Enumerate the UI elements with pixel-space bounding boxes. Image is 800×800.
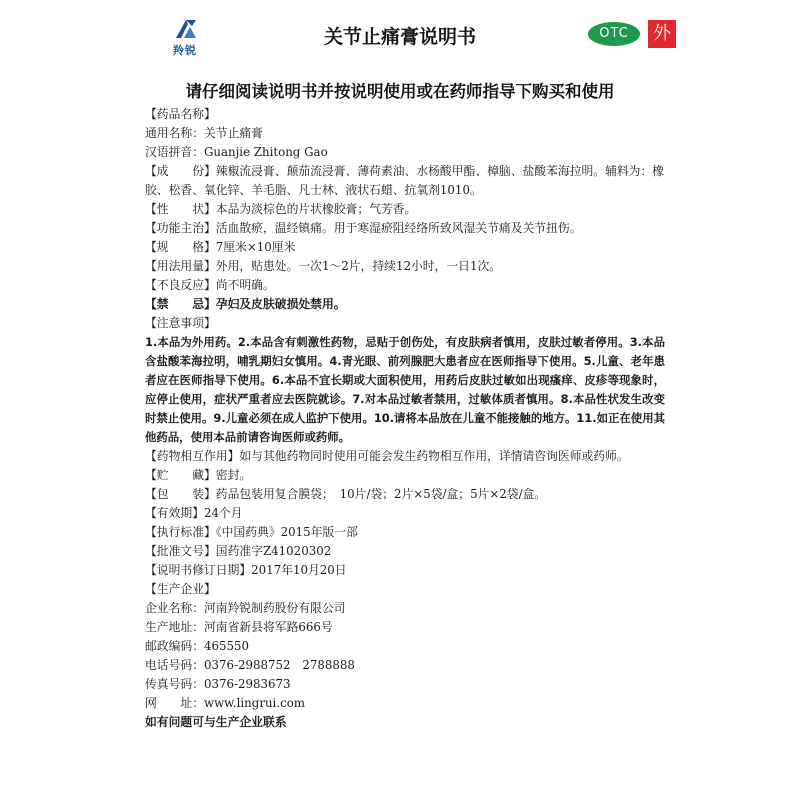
approval-number: 【批准文号】国药准字Z41020302 — [145, 544, 332, 558]
read-instructions-warning: 请仔细阅读说明书并按说明使用或在药师指导下购买和使用 — [185, 82, 615, 101]
otc-badge: OTC — [588, 22, 640, 46]
revision-date: 【说明书修订日期】2017年10月20日 — [145, 563, 347, 577]
pinyin-name: 汉语拼音：Guanjie Zhitong Gao — [145, 145, 328, 159]
precautions-header: 【注意事项】 — [145, 316, 216, 330]
common-name: 通用名称：关节止痛膏 — [145, 126, 263, 140]
contraindications: 【禁 忌】孕妇及皮肤破损处禁用。 — [145, 297, 346, 311]
description: 【性 状】本品为淡棕色的片状橡胶膏；气芳香。 — [145, 202, 417, 216]
instruction-body — [145, 105, 665, 732]
specification: 【规 格】7厘米×10厘米 — [145, 240, 296, 254]
company-name: 企业名称：河南羚锐制药股份有限公司 — [145, 601, 346, 615]
phone-number: 电话号码：0376-2988752 2788888 — [145, 658, 355, 672]
validity: 【有效期】24个月 — [145, 506, 243, 520]
logo-mark-icon — [174, 18, 198, 40]
contact-note: 如有问题可与生产企业联系 — [145, 715, 287, 729]
production-address: 生产地址：河南省新县将军路666号 — [145, 620, 333, 634]
postcode: 邮政编码：465550 — [145, 639, 250, 653]
document-title: 关节止痛膏说明书 — [323, 26, 476, 48]
company-logo — [160, 18, 210, 58]
storage: 【贮 藏】密封。 — [145, 468, 252, 482]
ingredients: 【成 份】辣椒流浸膏、颠茄流浸膏、薄荷素油、水杨酸甲酯、樟脑、盐酸苯海拉明。辅料为：橡胶、松香、氧化锌、羊毛脂、凡士林、液状石蜡、抗氧剂1010。 — [145, 164, 665, 197]
adverse-reactions: 【不良反应】尚不明确。 — [145, 278, 275, 292]
manufacturer-header: 【生产企业】 — [145, 582, 216, 596]
standard: 【执行标准】《中国药典》2015年版一部 — [145, 525, 358, 539]
external-use-badge: 外 — [648, 20, 676, 48]
package: 【包 装】药品包装用复合膜袋； 10片/袋；2片×5袋/盒；5片×2袋/盒。 — [145, 487, 547, 501]
dosage: 【用法用量】外用，贴患处。一次1～2片，持续12小时，一日1次。 — [145, 259, 502, 273]
logo-text: 羚锐 — [173, 44, 197, 57]
document-header — [0, 0, 800, 72]
website: 网 址：www.lingrui.com — [145, 696, 305, 710]
drug-name-header: 【药品名称】 — [145, 107, 216, 121]
indications: 【功能主治】活血散瘀，温经镇痛。用于寒湿瘀阻经络所致风湿关节痛及关节扭伤。 — [145, 221, 582, 235]
drug-interactions: 【药物相互作用】如与其他药物同时使用可能会发生药物相互作用，详情请咨询医师或药师。 — [145, 449, 629, 463]
fax-number: 传真号码：0376-2983673 — [145, 677, 291, 691]
precautions: 1.本品为外用药。2.本品含有刺激性药物，忌贴于创伤处，有皮肤病者慎用，皮肤过敏者停用。3.本品含盐酸苯海拉明，哺乳期妇女慎用。4.青光眼、前列腺肥大患者应在医师指导下使用。5.儿童、老年患者应在医师指导下使用。6.本品不宜长期或大面积使用，用药后皮肤过敏如出现瘙痒、皮疹等现象时，应停止使用，症状严重者应去医院就诊。7.对本品过敏者禁用，过敏体质者慎用。8.本品性状发生改变时禁止使用。9.儿童必须在成人监护下使用。10.请将本品放在儿童不能接触的地方。11.如正在使用其他药品，使用本品前请咨询医师或药师。 — [145, 335, 665, 444]
